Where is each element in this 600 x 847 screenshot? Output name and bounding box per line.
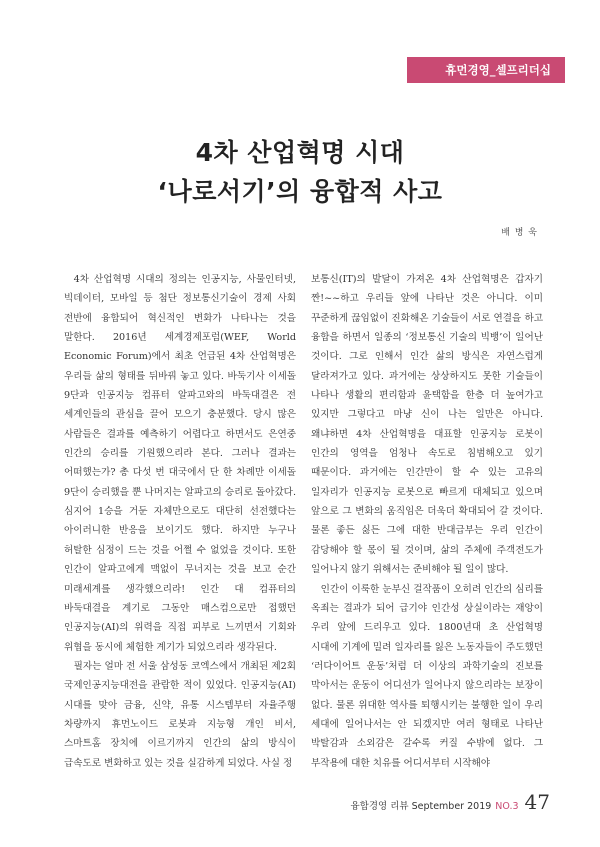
page-number: 47 (524, 790, 550, 814)
article-title-line2: ‘나로서기’의 융합적 사고 (157, 177, 443, 206)
section-label: 휴먼경영_셀프리더십 (445, 63, 551, 77)
paragraph: 4차 산업혁명 시대의 정의는 인공지능, 사물인터넷, 빅데이터, 모바일 등 첨단 정보통신기술이 경제 사회 전반에 융합되어 혁신적인 변화가 나타나는 것을 말한다. 2016년 세계경제포럼(WEF, World Economic Forum)에서 최초 언급된 4차 산업혁명은 우리들 삶의 형태를 뒤바꿔 놓고 있다. 바둑기사 이세돌 9단과 인공지능 컴퓨터 알파고와의 바둑대결은 전 세계인들의 관심을 끌어 모으기 충분했다. 당시 많은 사람들은 결과를 예측하기 어렵다고 하면서도 은연중 인간의 승리를 기원했으리라 본다. 그러나 결과는 어떠했는가? 총 다섯 번 대국에서 단 한 차례만 이세돌 9단이 승리했을 뿐 나머지는 알파고의 승리로 돌아갔다. 심지어 1승을 거둔 자체만으로도 대단히 선전했다는 아이러니한 반응을 보이기도 했다. 하지만 누구나 허탈한 심정이 드는 것을 어쩔 수 없었을 것이다. 또한 인간이 알파고에게 맥없이 무너지는 것을 보고 순간 미래세계를 생각했으리라! 인간 대 컴퓨터의 바둑대결을 계기로 그동안 매스컴으로만 접했던 인공지능(AI)의 위력을 직접 피부로 느끼면서 기회와 위협을 동시에 체험한 계기가 되었으리라 생각된다. (64, 274, 296, 653)
magazine-name: 융합경영 리뷰 September 2019 (350, 801, 492, 812)
page-footer (350, 790, 550, 814)
article-title-line1: 4차 산업혁명 시대 (195, 138, 405, 167)
body-column-right (311, 270, 543, 773)
author-name: 배 병 욱 (501, 228, 538, 238)
issue-number: NO.3 (495, 801, 519, 812)
paragraph: 필자는 얼마 전 서울 삼성동 코엑스에서 개최된 제2회 국제인공지능대전을 관람한 적이 있었다. 인공지능(AI) 시대를 맞아 금융, 신약, 유통 시스템부터 자율주행 차량까지 휴먼노이드 로봇과 지능형 개인 비서, 스마트홈 장치에 이르기까지 인간의 삶의 방식이 급속도로 변화하고 있는 것을 실감하게 되었다. 사실 정 (64, 660, 296, 769)
section-banner (407, 57, 565, 83)
body-column-left (64, 270, 296, 773)
paragraph: 보통신(IT)의 발달이 가져온 4차 산업혁명은 갑자기 짠!~~하고 우리들 앞에 나타난 것은 아니다. 이미 꾸준하게 끊임없이 진화해온 기술들이 서로 연결을 하고 융합을 하면서 일종의 ‘정보통신 기술의 빅뱅’이 일어난 것이다. 그로 인해서 인간 삶의 방식은 자연스럽게 달라져가고 있다. 과거에는 상상하지도 못한 기술들이 나타나 생활의 편리함과 윤택함을 한층 더 높여가고 있지만 그렇다고 마냥 신이 나는 일만은 아니다. 왜냐하면 4차 산업혁명을 대표할 인공지능 로봇이 인간의 영역을 엄청나 속도로 침범해오고 있기 때문이다. 과거에는 인간만이 할 수 있는 고유의 일자리가 인공지능 로봇으로 빠르게 대체되고 있으며 앞으로 그 변화의 움직임은 더욱더 확대되어 갈 것이다. 물론 좋든 싫든 그에 대한 반대급부는 우리 인간이 감당해야 할 몫이 될 것이며, 삶의 주체에 주객전도가 일어나지 않기 위해서는 준비해야 될 일이 많다. (311, 274, 543, 576)
paragraph: 인간이 이룩한 눈부신 걸작품이 오히려 인간의 심리를 옥죄는 결과가 되어 급기야 인간성 상실이라는 재앙이 우리 앞에 드리우고 있다. 1800년대 초 산업혁명 시대에 기계에 밀려 일자리를 잃은 노동자들이 주도했던 ‘러다이어트 운동’처럼 더 이상의 과학기술의 진보를 막아서는 운동이 어디선가 일어나지 않으리라는 보장이 없다. 물론 위대한 역사를 퇴행시키는 불행한 일이 우리 세대에 일어나서는 안 되겠지만 여러 형태로 나타난 박탈감과 소외감은 갈수록 커질 수밖에 없다. 그 부작용에 대한 치유를 어디서부터 시작해야 (311, 583, 543, 769)
